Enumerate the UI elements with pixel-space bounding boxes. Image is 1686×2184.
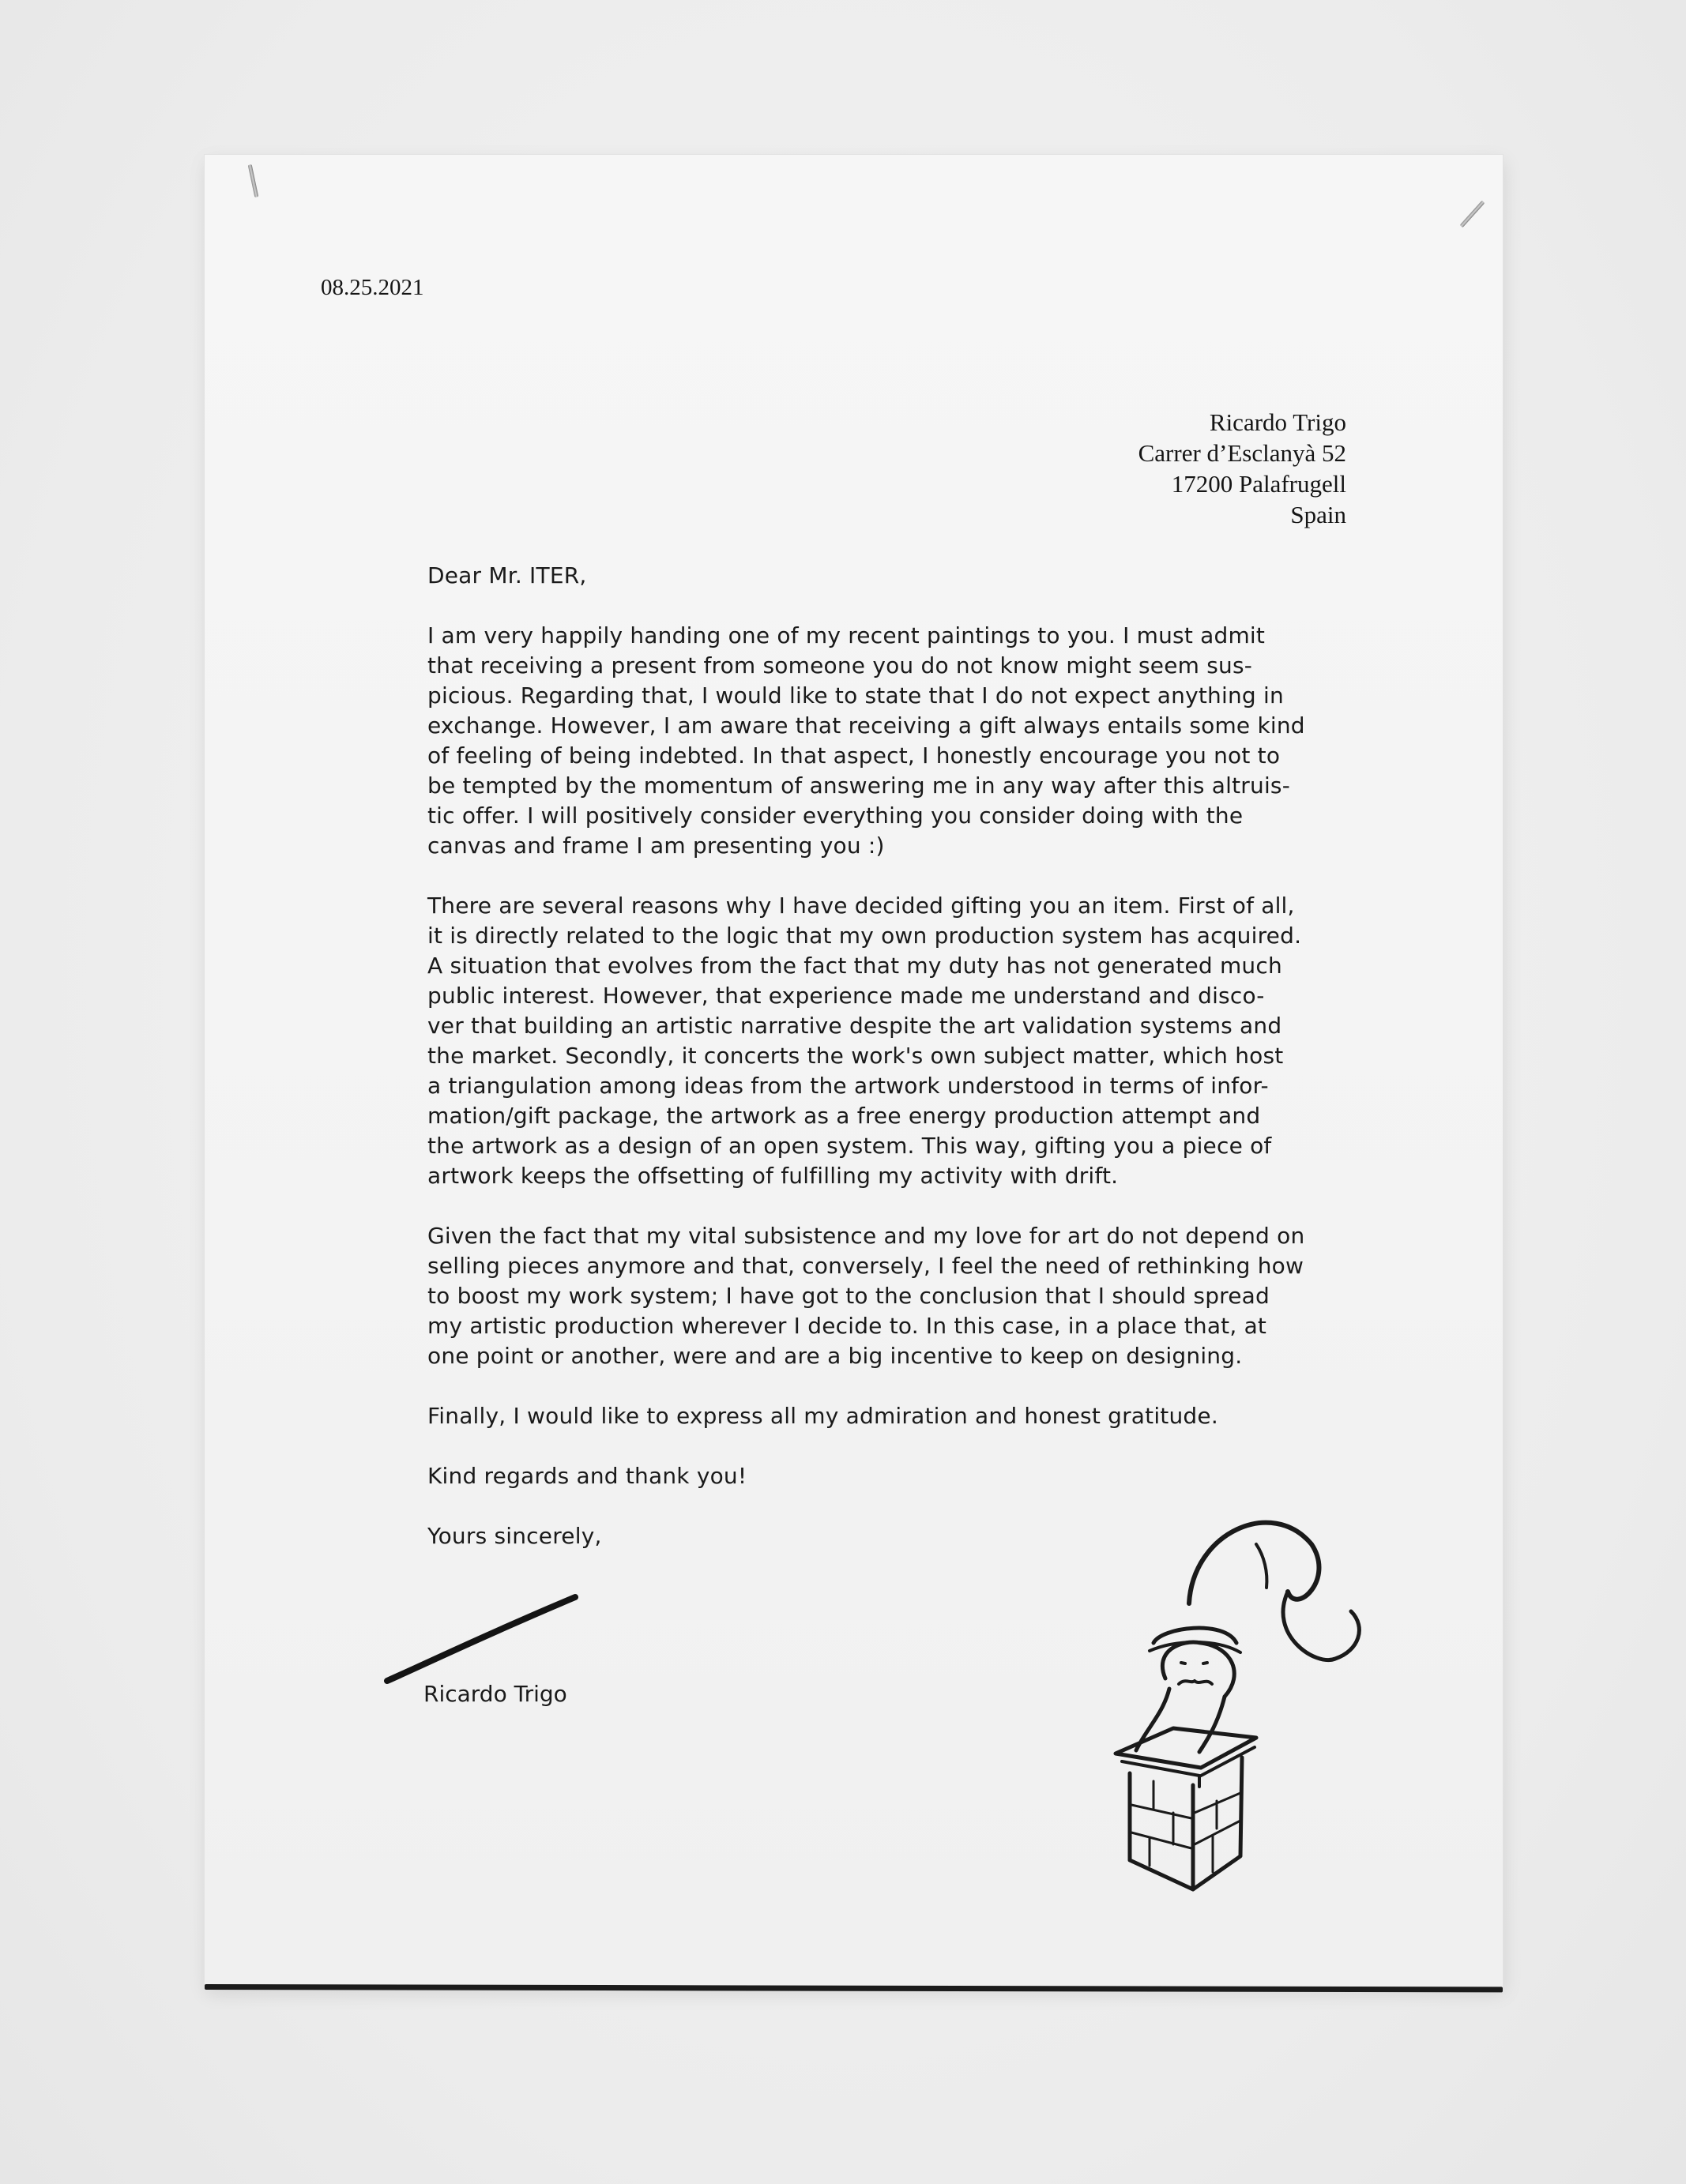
sender-country: Spain [1290, 501, 1346, 528]
signature-stroke-icon [382, 1589, 580, 1692]
paragraph-line: public interest. However, that experience made me understand and disco- [427, 983, 1265, 1009]
paragraph-line: a triangulation among ideas from the artwork understood in terms of infor- [427, 1073, 1269, 1099]
paragraph-line: that receiving a present from someone you do not know might seem sus- [427, 652, 1253, 679]
paragraph-5: Kind regards and thank you! [427, 1463, 747, 1489]
paragraph-line: to boost my work system; I have got to the conclusion that I should spread [427, 1283, 1270, 1309]
chimney-ghost-drawing-icon [1106, 1501, 1422, 1927]
signature-name: Ricardo Trigo [423, 1681, 567, 1707]
paragraph-3 [427, 1221, 1320, 1371]
sender-city: 17200 Palafrugell [1171, 470, 1346, 498]
paragraph-line: of feeling of being indebted. In that aspect, I honestly encourage you not to [427, 742, 1281, 769]
letter-date: 08.25.2021 [321, 275, 424, 300]
paragraph-1 [427, 621, 1320, 861]
letter-body [427, 561, 1320, 1551]
paragraph-2 [427, 891, 1320, 1191]
paragraph-line: artwork keeps the offsetting of fulfilling my activity with drift. [427, 1163, 1119, 1189]
paragraph-line: the artwork as a design of an open system. This way, gifting you a piece of [427, 1133, 1272, 1159]
paragraph-line: my artistic production wherever I decide to. In this case, in a place that, at [427, 1313, 1267, 1339]
paragraph-line: tic offer. I will positively consider everything you consider doing with the [427, 803, 1244, 829]
paragraph-line: I am very happily handing one of my recent paintings to you. I must admit [427, 622, 1266, 648]
paragraph-line: mation/gift package, the artwork as a free energy production attempt and [427, 1103, 1261, 1129]
sender-name: Ricardo Trigo [1209, 408, 1346, 436]
paragraph-line: canvas and frame I am presenting you :) [427, 833, 885, 859]
paragraph-line: the market. Secondly, it concerts the work's own subject matter, which host [427, 1043, 1284, 1069]
closing: Yours sincerely, [427, 1523, 602, 1549]
sender-street: Carrer d’Esclanyà 52 [1138, 439, 1346, 467]
paragraph-line: There are several reasons why I have decided gifting you an item. First of all, [427, 893, 1295, 919]
paragraph-line: be tempted by the momentum of answering me in any way after this altruis- [427, 772, 1291, 799]
paragraph-line: exchange. However, I am aware that receiving a gift always entails some kind [427, 712, 1305, 739]
paragraph-4: Finally, I would like to express all my admiration and honest gratitude. [427, 1403, 1218, 1429]
paragraph-line: selling pieces anymore and that, conversely, I feel the need of rethinking how [427, 1253, 1304, 1279]
paragraph-line: ver that building an artistic narrative despite the art validation systems and [427, 1013, 1282, 1039]
salutation: Dear Mr. ITER, [427, 562, 587, 588]
paragraph-line: it is directly related to the logic that my own production system has acquired. [427, 923, 1302, 949]
paragraph-line: A situation that evolves from the fact that my duty has not generated much [427, 953, 1282, 979]
paragraph-line: picious. Regarding that, I would like to state that I do not expect anything in [427, 682, 1284, 709]
paragraph-line: one point or another, were and are a big incentive to keep on designing. [427, 1343, 1243, 1369]
sender-address [1138, 407, 1346, 530]
paragraph-line: Given the fact that my vital subsistence and my love for art do not depend on [427, 1223, 1305, 1249]
